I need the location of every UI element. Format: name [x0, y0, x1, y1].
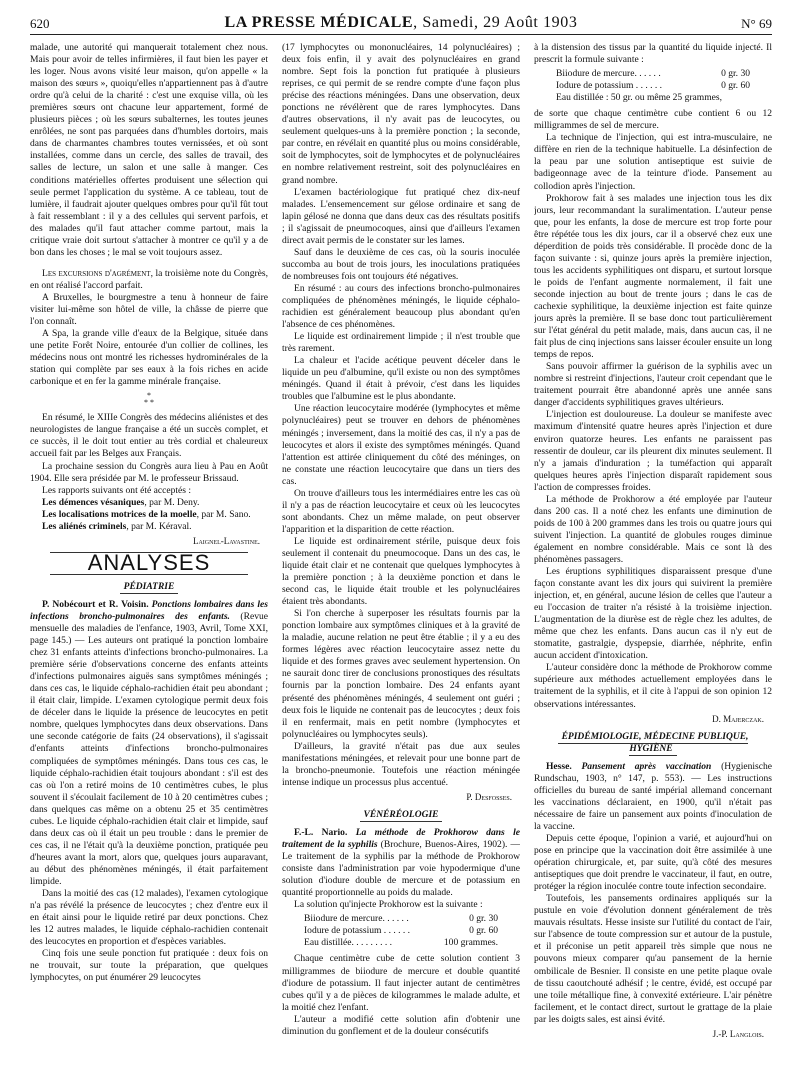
paragraph: Si l'on cherche à superposer les résultats fournis par la ponction lombaire aux symptômes cliniques et à la gravité de la maladie, aucune relation ne peut être établie ; il y a eu des formes légères avec réaction leucocytaire assez nette du liquide et des formes graves avec seulement hypertension. On ne saurait donc tirer de conclusions pronostiques des résultats fournis par la ponction lombaire. Des 24 enfants ayant présenté des phénomènes méningés, 4 seulement ont guéri ; deux fois le liquide ne contenait pas de leucocytes ; deux fois il en renfermait, mais en petit nombre (lymphocytes et polynucléaires ou lymphocytes seuls).	[282, 608, 520, 740]
paragraph: Sans pouvoir affirmer la guérison de la syphilis avec un nombre si restreint d'injections, l'auteur croit cependant que le traitement pourrait être abandonné après une année sans danger d'accidents syphilitiques graves ultérieurs.	[534, 361, 772, 409]
paragraph: La solution qu'injecte Prokhorow est la suivante :	[294, 899, 483, 911]
paragraph: L'injection est douloureuse. La douleur se manifeste avec maximum d'intensité quatre heures après l'injection et dure environ quatorze heures. Les enfants ne paraissent pas ressentir de douleur, car ils pleurent dix minutes seulement. Il n'y a jamais d'induration ; la tuméfaction qui apparaît quelques heures après l'injection disparaît rapidement sous l'action de compresses froides.	[534, 409, 772, 493]
paragraph: Dans la moitié des cas (12 malades), l'examen cytologique n'a pas révélé la présence de leucocytes ; chez d'entre eux il en était ainsi pour le liquide retiré par deux ponctions. Chez les 12 autres malades, le liquide céphalo-rachidien contenait des leucocytes en proportion et d'espèces variables.	[30, 888, 268, 948]
paragraph: Une réaction leucocytaire modérée (lymphocytes et même polynucléaires) peut se trouver en dehors de phénomènes méningés ; inversement, dans la moitié des cas, il n'y a pas de leucocytes et alors il existe des symptômes méningés. Quand l'attention est attirée cliniquement du côté des méninges, on ne constate une réaction leucocytaire que dans un tiers des cas.	[282, 403, 520, 487]
signature: J.-P. Langlois.	[712, 1028, 764, 1039]
column-right	[534, 42, 772, 1072]
header-rule	[30, 34, 772, 35]
paragraph: Toutefois, les pansements ordinaires appliqués sur la pustule en voie d'évolution donnent généralement de très mauvais résultats. Hesse insiste sur l'utilité du contact de l'air, sur l'absence de toute compression sur et autour de la pustule, et il préconise un petit appareil très simple que nous ne pouvons mieux comparer qu'au pansement de la hernie ombilicale de Besnier. Il consiste en une petite plaque ovale de tissu caoutchouté adhésif ; le centre, évidé, est occupé par une toile métallique fine, à convexité extérieure. L'air pénètre facilement, et le contact direct, surtout le grattage de la plaie par les doigts sales, est ainsi évité.	[534, 893, 772, 1025]
page-number: 620	[30, 16, 50, 31]
formula-block: Biiodure de mercure. . . . . . 0 gr. 30 Iodure de potassium . . . . . . 0 gr. 60 Eau distillée. . . . . . . . . 100 grammes.	[304, 913, 498, 949]
formula-block: Biiodure de mercure. . . . . . 0 gr. 30 Iodure de potassium . . . . . . 0 gr. 60 Eau distillée : 50 gr. ou même 25 grammes,	[556, 68, 750, 104]
paragraph: La méthode de Prokhorow a été employée par l'auteur dans 200 cas. Il a noté chez les enfants une diminution de poids de 100 à 200 grammes dans les trois ou quatre jours qui suivent l'injection. La quantité de globules rouges diminue également en nombre considérable. Mais ce sont là des phénomènes passagers.	[534, 493, 772, 565]
paragraph: En résumé : au cours des infections broncho-pulmonaires compliquées de phénomènes méningés, le liquide céphalo-rachidien est généralement beaucoup plus abondant qu'en l'absence de ces phénomènes.	[282, 282, 520, 331]
paragraph: La chaleur et l'acide acétique peuvent déceler dans le liquide un peu d'albumine, qu'il existe ou non des symptômes méningés. Quand il était à prévoir, c'est dans les liquides troubles que l'albumine est le plus abondante.	[282, 355, 520, 403]
paragraph: Chaque centimètre cube de cette solution contient 3 milligrammes de biiodure de mercure et double quantité d'iodure de potassium. Il faut injecter autant de centimètres cubes qu'il y a de pièces de kilogrammes le malade adulte, et la moitié chez l'enfant.	[282, 953, 520, 1013]
signature: Laignel-Lavastine.	[192, 535, 260, 546]
paragraph: La prochaine session du Congrès aura lieu à Pau en Août 1904. Elle sera présidée par M. le professeur Brissaud.	[30, 460, 268, 484]
paragraph: (17 lymphocytes ou mononucléaires, 14 polynucléaires) ; deux fois enfin, il y avait des polynucléaires en grand nombre. Sept fois la ponction fut pratiquée à plusieurs reprises, ce qui permit de se rendre compte d'une façon plus précise des réactions méningées. Dans une observation, deux ponctions ne révélèrent que de rares lymphocytes. Dans d'autres observations, il n'y avait pas de leucocytes, ou seulement quelques-uns à la première ponction ; la seconde, par contre, en révélait en quantité plus ou moins considérable, soit de lymphocytes, soit de lymphocytes et de polynucléaires en nombre relativement restreint, soit des polynucléaires en grand nombre.	[282, 42, 520, 186]
paragraph: à la distension des tissus par la quantité du liquide injecté. Il prescrit la formule suivante :	[534, 42, 772, 66]
section-title-analyses: ANALYSES	[87, 549, 211, 575]
report-item: Les aliénés criminels, par M. Kéraval.	[42, 520, 192, 532]
paragraph: L'auteur a modifié cette solution afin d'obtenir une diminution du gonflement et de la douleur consécutifs	[282, 1013, 520, 1037]
paragraph: Cinq fois une seule ponction fut pratiquée : deux fois on ne trouvait, sur toute la préparation, que quelques lymphocytes, on put énumérer 29 leucocytes	[30, 948, 268, 984]
report-item: Les démences vésaniques, par M. Deny.	[42, 496, 200, 508]
abstract-authors: Hesse.	[546, 760, 572, 772]
paragraph: L'examen bactériologique fut pratiqué chez dix-neuf malades. L'ensemencement sur gélose ordinaire et sang de lapin gélosé ne donna que dans deux cas des résultats positifs ; il s'agissait de pneumocoques, ainsi que d'ailleurs l'examen direct avait permis de le constater sur les lames.	[282, 186, 520, 246]
issue-number: N° 69	[741, 16, 772, 31]
subsection-heading: PÉDIATRIE	[30, 581, 268, 593]
column-middle	[282, 42, 520, 1072]
abstract-title: Ponctions lombaires dans les infections broncho-pulmonaires des enfants.	[30, 598, 268, 622]
paragraph: On trouve d'ailleurs tous les intermédiaires entre les cas où il n'y a pas de réaction leucocytaire et ceux où les leucocytes sont abondants. Chez un même malade, on peut observer l'apparition et la disparition de cette réaction.	[282, 487, 520, 535]
column-left	[30, 42, 268, 1072]
paragraph: Le liquide est ordinairement limpide ; il n'est trouble que très rarement.	[282, 331, 520, 355]
paragraph: L'auteur considère donc la méthode de Prokhorow comme supérieure aux méthodes actuellement employées dans le traitement de la syphilis, et il cite à l'appui de son opinion 12 observations intéressantes.	[534, 662, 772, 710]
abstract-title: Pansement après vaccination	[571, 760, 712, 772]
abstract-paragraph: P. Nobécourt et R. Voisin. Ponctions lombaires dans les infections broncho-pulmonaires des enfants. (Revue mensuelle des maladies de l'enfance, 1903, Avril, Tome XXI, page 145.) — Les auteurs ont pratiqué la ponction lombaire chez 31 enfants atteints d'infections broncho-pulmonaires. La première série d'observations concerne des enfants atteints d'infections pulmonaires aiguës sans symptômes méningés ; dans ces cas, le liquide céphalo-rachidien était peu abondant ; il était clair, limpide. L'examen cytologique permit deux fois de déceler dans le liquide la présence de leucocytes en petit nombre, quelques lymphocytes dans deux observations. Dans une seconde catégorie de faits (24 observations), il s'agissait d'enfants atteints d'infections broncho-pulmonaires compliquées de symptômes méningés. Dans tous ces cas, le liquide céphalo-rachidien était toujours abondant : s'il est des cas où l'on a retiré moins de 10 centimètres cubes, le plus souvent il s'écoulait facilement de 10 à 20 centimètres cubes ; dans quelques cas même on a obtenu 25 et 35 centimètres cubes. Le liquide céphalo-rachidien était clair et limpide, sauf dans deux cas où il était un peu trouble : dans le premier de ces cas, il ne l'était qu'à la deuxième ponction, pratiquée peu d'heures avant la mort, alors que, quelques jours auparavant, au début des phénomènes méningés, il était parfaitement limpide.	[30, 598, 268, 887]
paragraph: En résumé, le XIIIe Congrès des médecins aliénistes et des neurologistes de langue française a été un succès complet, et ce succès, il le doit tout entier au très cordial et chaleureux accueil fait par les Belges aux Français.	[30, 412, 268, 460]
signature: D. Majerczak.	[712, 713, 764, 724]
signature: P. Desfosses.	[466, 791, 512, 802]
paragraph: Depuis cette époque, l'opinion a varié, et aujourd'hui on pose en principe que la vaccination doit être assimilée à une opération chirurgicale, et, par suite, qu'à côté des mesures antiseptiques que doit prendre le vaccinateur, il faut, en outre, protéger la région inoculée contre toute infection secondaire.	[534, 833, 772, 893]
abstract-title: La méthode de Prokhorow dans le traitement de la syphilis	[282, 827, 520, 851]
abstract-authors: P. Nobécourt et R. Voisin.	[42, 598, 149, 610]
paragraph: Les rapports suivants ont été acceptés :	[42, 484, 191, 496]
paragraph: Prokhorow fait à ses malades une injection tous les dix jours, leur recommandant la suralimentation. L'auteur pense que, pour les enfants, la dose de mercure est trop forte pour être répétée tous les dix jours, car il a observé chez eux une déperdition de poids très considérable. Il procède donc de la façon suivante : si, quinze jours après la première injection, tous les accidents syphilitiques ont disparu, et surtout lorsque le poids de l'enfant augmente normalement, il fait une seconde injection au bout de trente jours ; dans le cas de cachexie syphilitique, la deuxième injection est faite quinze jours après la première. Il se base donc tout particulièrement sur l'état général du petit malade, mais, dans aucun cas, il ne fait plus de cinq injections sans laisser écouler ensuite un long temps de repos.	[534, 192, 772, 361]
subsection-heading: ÉPIDÉMIOLOGIE, MÉDECINE PUBLIQUE, HYGIÈNE	[534, 731, 772, 755]
paragraph: La technique de l'injection, qui est intra-musculaire, ne diffère en rien de la technique habituelle. La désinfection de la peau par une solution antiseptique est suivie de badigeonnage avec de la teinture d'iode. Pansement au collodion après l'injection.	[534, 132, 772, 192]
paragraph: Les excursions d'agrément, la troisième note du Congrès, en ont réalisé l'accord parfait.	[30, 267, 268, 291]
paragraph: A Bruxelles, le bourgmestre a tenu à honneur de faire visiter lui-même son hôtel de ville, la châsse de pierre que l'on connaît.	[30, 291, 268, 328]
journal-title	[30, 14, 772, 32]
lead-in: Les excursions d'agrément	[42, 267, 151, 279]
issue-date: , Samedi, 29 Août 1903	[413, 14, 578, 31]
abstract-paragraph: Hesse. Pansement après vaccination (Hygienische Rundschau, 1903, n° 147, p. 553). — Les instructions officielles du bureau de santé impérial allemand concernant les vaccinations déclaraient, en 1900, qu'il n'était pas nécessaire de faire un pansement aux points d'inoculation de la vaccine.	[534, 760, 772, 832]
abstract-paragraph: F.-L. Nario. La méthode de Prokhorow dans le traitement de la syphilis (Brochure, Buenos-Aires, 1902). — Le traitement de la syphilis par la méthode de Prokhorow consiste dans l'administration par voie hypodermique d'une solution d'iodure double de mercure et de potassium en quantité proportionnelle au poids du malade.	[282, 827, 520, 899]
journal-name: LA PRESSE MÉDICALE	[224, 14, 414, 31]
report-item: Les localisations motrices de la moelle, par M. Sano.	[42, 508, 251, 520]
paragraph: Le liquide est ordinairement stérile, puisque deux fois seulement il contenait du pneumocoque. Dans un des cas, le liquide était clair et ne contenait que quelques lymphocytes à la première ponction ; à la deuxième ponction et dans le second cas, le liquide était trouble et les polynucléaires étaient très abondants.	[282, 535, 520, 608]
paragraph: Les éruptions syphilitiques disparaissent presque d'une façon constante avant les dix jours qui suivirent la première injection, et, en général, aucune lésion de celles que l'auteur a eu l'occasion de traiter n'a résisté à la troisième injection. L'augmentation de la diurèse est de règle chez les adultes, de même que chez les enfants. Dans aucun cas il n'y eut de stomatite, gastralgie, dyspepsie, diarrhée, néphrite, enfin aucun accident d'intoxication.	[534, 566, 772, 662]
paragraph: A Spa, la grande ville d'eaux de la Belgique, située dans une petite Forêt Noire, entourée d'un collier de collines, les médecins nous ont montré les richesses hydrominérales de la station qui complète par ses eaux à la fois riches en acide carbonique et en fer la gamme minérale française.	[30, 328, 268, 388]
paragraph: malade, une autorité qui manquerait totalement chez nous. Mais pour avoir de telles infirmières, il faut bien les payer et les loger. Nous avons visité leur maison, qu'on appelle « la maison des sœurs », quoiqu'elles n'appartiennent pas à d'autre ordre qu'à celui de la charité : c'est une exquise villa, où les premières sœurs ont chacune leur appartement, formé de plusieurs pièces ; où les sœurs subalternes, les toutes jeunes enrôlées, ne sont pas parquées dans d'humbles dortoirs, mais dans de charmantes chambres toutes vernissées, et où sont installées, comme dans un cercle, des salles de travail, des salles de lecture, un salon et une salle à manger. Ces conditions matérielles offertes produisent une sélection qui seule permet l'application du système. A ce tableau, tout de lumière, il faudrait ajouter quelques ombres pour qu'il fût tout à fait ressemblant : il y a des cellules qui servent parfois, et des malades qu'il faut attacher comme partout, mais la critique vraie doit surtout s'attacher à montrer ce qu'il y a de bon dans les choses ; le mal se voit toujours assez.	[30, 42, 268, 258]
asterism-ornament: * * *	[144, 391, 154, 408]
abstract-authors: F.-L. Nario.	[294, 827, 348, 838]
subsection-heading: VÉNÉRÉOLOGIE	[282, 809, 520, 821]
paragraph: D'ailleurs, la gravité n'était pas due aux seules manifestations méningées, et relevait pour une bonne part de la broncho-pneumonie. Toutefois une réaction méningée intense indique un processus plus accentué.	[282, 740, 520, 788]
paragraph: Sauf dans le deuxième de ces cas, où la souris inoculée succomba au bout de trois jours, les inoculations pratiquées de nombreuses fois ont toujours été négatives.	[282, 246, 520, 282]
paragraph: de sorte que chaque centimètre cube contient 6 ou 12 milligrammes de sel de mercure.	[534, 108, 772, 132]
